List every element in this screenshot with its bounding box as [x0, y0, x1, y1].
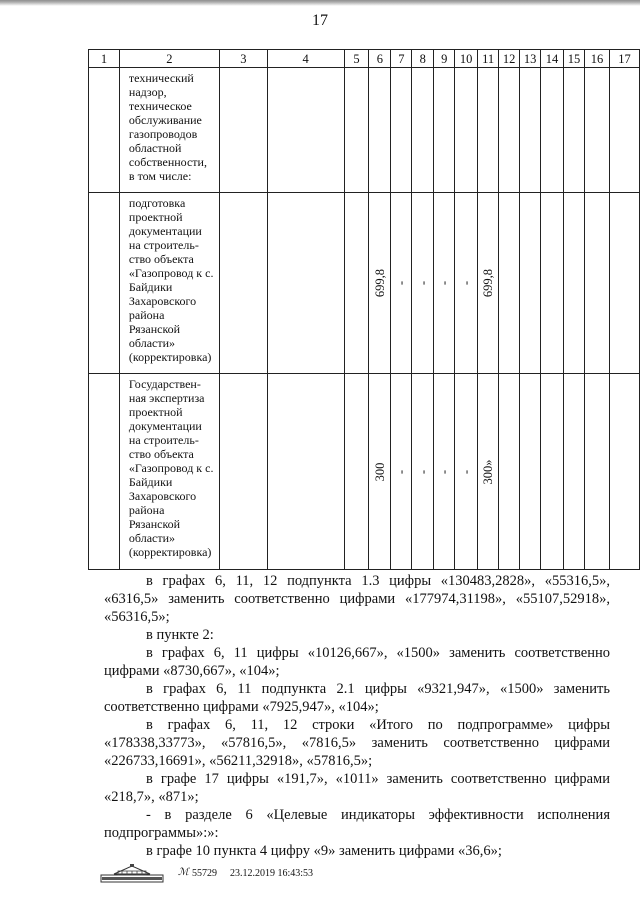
header-cell: 12	[499, 50, 520, 68]
paragraph-line: в графах 6, 11 подпункта 2.1 цифры «9321,947», «1500» заменить	[146, 681, 610, 697]
table-cell	[219, 374, 267, 570]
table-cell	[344, 193, 369, 374]
table-cell	[609, 68, 639, 193]
table-cell	[541, 193, 564, 374]
document-number: 55729	[192, 868, 217, 879]
table-cell	[369, 374, 391, 570]
header-cell: 15	[564, 50, 585, 68]
paragraph-line: «218,7», «871»;	[104, 789, 199, 805]
table-cell	[412, 193, 434, 374]
table-cell	[267, 193, 344, 374]
table-cell	[584, 374, 609, 570]
paragraph-line: в графах 6, 11 цифры «10126,667», «1500» заменить соответственно	[146, 645, 610, 661]
header-cell: 14	[541, 50, 564, 68]
value-col10: -	[459, 280, 474, 286]
table-cell	[499, 68, 520, 193]
paragraph-line: в графах 6, 11, 12 строки «Итого по подпрограмме» цифры	[146, 717, 610, 733]
paragraph-line: подпрограммы»:»:	[104, 825, 219, 841]
paragraph-line: цифрами «8730,667», «104»;	[104, 663, 280, 679]
building-stamp-icon	[100, 863, 164, 883]
table-cell	[89, 374, 120, 570]
row-description: подготовка проектной документации на строитель-ство объекта «Газопровод к с. Байдики Захаровского района Рязанской области» (корректировка)	[119, 193, 219, 374]
table-cell	[478, 193, 499, 374]
paragraph-line: - в разделе 6 «Целевые индикаторы эффективности исполнения	[146, 807, 610, 823]
table-cell	[609, 374, 639, 570]
table-cell	[564, 193, 585, 374]
table-header-row	[89, 50, 640, 68]
value-col7: -	[394, 280, 409, 286]
value-col10: -	[459, 469, 474, 474]
table-cell	[455, 193, 478, 374]
header-cell: 2	[119, 50, 219, 68]
value-col8: -	[415, 469, 430, 474]
footer	[100, 863, 450, 883]
table-cell	[412, 374, 434, 570]
value-col6: 300	[372, 462, 387, 481]
table-cell	[391, 193, 412, 374]
paragraph-line: в графе 10 пункта 4 цифру «9» заменить цифрами «36,6»;	[146, 843, 502, 859]
table-cell	[455, 374, 478, 570]
scan-edge	[0, 0, 640, 6]
table-cell	[89, 193, 120, 374]
paragraph-line: «56316,5»;	[104, 609, 170, 625]
header-cell: 8	[412, 50, 434, 68]
table-cell	[412, 68, 434, 193]
paragraph-line: в пункте 2:	[146, 627, 214, 643]
table-cell	[267, 374, 344, 570]
value-col9: -	[437, 469, 452, 474]
row-description: технический надзор, техническое обслуживание газопроводов областной собственности, в том числе:	[119, 68, 219, 193]
table-cell	[434, 374, 455, 570]
paragraph-line: в графах 6, 11, 12 подпункта 1.3 цифры «130483,2828», «55316,5»,	[146, 573, 610, 589]
table-cell	[609, 193, 639, 374]
table-cell	[369, 193, 391, 374]
value-col9: -	[437, 280, 452, 286]
header-cell: 9	[434, 50, 455, 68]
value-col6: 699,8	[372, 268, 387, 298]
header-cell: 3	[219, 50, 267, 68]
table-cell	[584, 68, 609, 193]
table-row	[89, 68, 640, 193]
value-col11: 699,8	[481, 268, 496, 298]
header-cell: 17	[609, 50, 639, 68]
table-cell	[391, 374, 412, 570]
table-cell	[478, 374, 499, 570]
table-cell	[499, 193, 520, 374]
table-cell	[541, 68, 564, 193]
paragraph-line: в графе 17 цифры «191,7», «1011» заменить соответственно цифрами	[146, 771, 610, 787]
header-cell: 10	[455, 50, 478, 68]
table-cell	[344, 374, 369, 570]
paragraph-line: «6316,5» заменить соответственно цифрами «177974,31198», «55107,52918»,	[104, 591, 610, 607]
table-cell	[520, 68, 541, 193]
table-cell	[584, 193, 609, 374]
signature-mark: ℳ	[178, 867, 189, 878]
budget-table	[88, 49, 640, 570]
table-cell	[564, 68, 585, 193]
table-cell	[434, 193, 455, 374]
header-cell: 5	[344, 50, 369, 68]
table-cell	[219, 193, 267, 374]
header-cell: 4	[267, 50, 344, 68]
table-cell	[219, 68, 267, 193]
page-number: 17	[312, 12, 328, 29]
table-cell	[455, 68, 478, 193]
table-cell	[369, 68, 391, 193]
table-cell	[520, 193, 541, 374]
header-cell: 11	[478, 50, 499, 68]
header-cell: 1	[89, 50, 120, 68]
table-cell	[478, 68, 499, 193]
table-cell	[564, 374, 585, 570]
paragraph-line: «178338,33773», «57816,5», «7816,5» заменить соответственно цифрами	[104, 735, 610, 751]
timestamp: 23.12.2019 16:43:53	[230, 868, 314, 879]
table-cell	[520, 374, 541, 570]
table-cell	[267, 68, 344, 193]
table-row	[89, 193, 640, 374]
value-col11: 300»	[481, 459, 496, 484]
value-col7: -	[394, 469, 409, 474]
table-row	[89, 374, 640, 570]
table-cell	[391, 68, 412, 193]
value-col8: -	[415, 280, 430, 286]
table-cell	[434, 68, 455, 193]
header-cell: 7	[391, 50, 412, 68]
paragraph-line: «226733,16691», «56211,32918», «57816,5»;	[104, 753, 373, 769]
header-cell: 6	[369, 50, 391, 68]
table-cell	[499, 374, 520, 570]
table-cell	[541, 374, 564, 570]
table-cell	[344, 68, 369, 193]
row-description: Государствен-ная экспертиза проектной документации на строитель-ство объекта «Газопровод к с. Байдики Захаровского района Рязанской области» (корректировка)	[119, 374, 219, 570]
header-cell: 13	[520, 50, 541, 68]
header-cell: 16	[584, 50, 609, 68]
paragraph-line: соответственно цифрами «7925,947», «104»;	[104, 699, 379, 715]
table-cell	[89, 68, 120, 193]
